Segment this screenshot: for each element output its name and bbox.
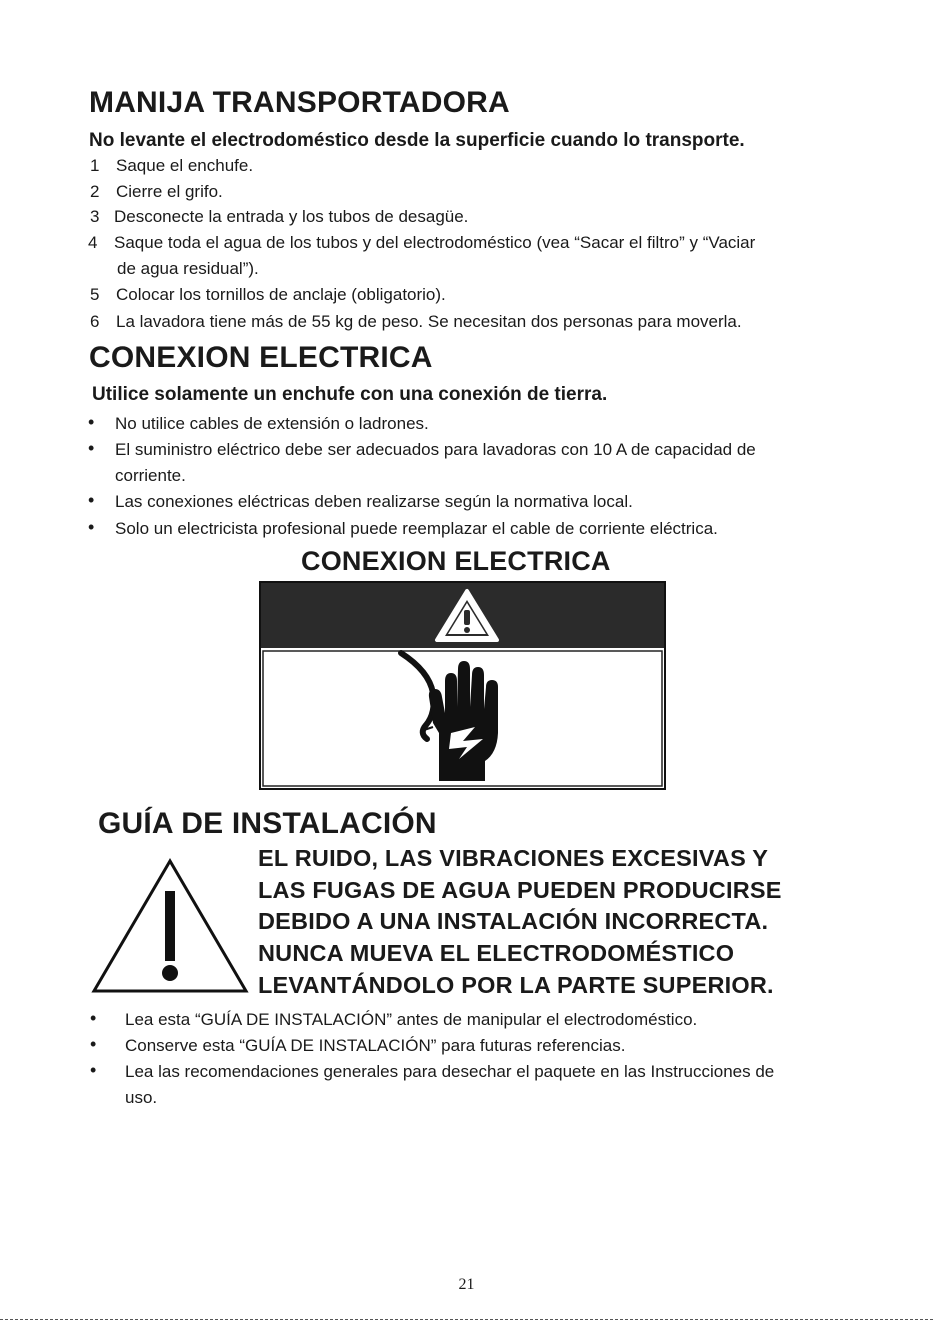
electric-shock-figure [259, 581, 666, 790]
bullet-text-continued: uso. [125, 1088, 158, 1107]
step-text: Saque toda el agua de los tubos y del electrodoméstico (vea “Sacar el filtro” y “Vaciar [114, 233, 756, 252]
bullet-text: Lea esta “GUÍA DE INSTALACIÓN” antes de manipular el electrodoméstico. [125, 1010, 698, 1029]
bullet-text: Conserve esta “GUÍA DE INSTALACIÓN” para futuras referencias. [125, 1036, 626, 1055]
installation-title: GUÍA DE INSTALACIÓN [98, 807, 437, 840]
bullet: • [88, 490, 95, 510]
bullet: • [90, 1034, 97, 1054]
page-number: 21 [458, 1276, 475, 1293]
bullet: • [88, 438, 95, 458]
step-number: 5 [90, 285, 100, 304]
warning-line: DEBIDO A UNA INSTALACIÓN INCORRECTA. [258, 908, 769, 934]
step-number: 2 [90, 182, 100, 201]
electrical-subtitle: Utilice solamente un enchufe con una conexión de tierra. [92, 384, 608, 405]
electrical-title: CONEXION ELECTRICA [89, 341, 433, 374]
bullet-text: Lea las recomendaciones generales para desechar el paquete en las Instrucciones de [125, 1062, 775, 1081]
warning-line: EL RUIDO, LAS VIBRACIONES EXCESIVAS Y [258, 845, 769, 871]
warning-line: LEVANTÁNDOLO POR LA PARTE SUPERIOR. [258, 972, 774, 998]
warning-line: LAS FUGAS DE AGUA PUEDEN PRODUCIRSE [258, 877, 782, 903]
step-text: Desconecte la entrada y los tubos de desagüe. [114, 207, 469, 226]
step-number: 4 [88, 233, 98, 252]
transport-title: MANIJA TRANSPORTADORA [89, 86, 510, 119]
bullet: • [88, 517, 95, 537]
step-number: 1 [90, 156, 100, 175]
footer-divider [0, 1319, 933, 1320]
bullet-text: El suministro eléctrico debe ser adecuados para lavadoras con 10 A de capacidad de [115, 440, 756, 459]
bullet: • [90, 1008, 97, 1028]
step-text: Colocar los tornillos de anclaje (obligatorio). [116, 285, 446, 304]
transport-subtitle: No levante el electrodoméstico desde la superficie cuando lo transporte. [89, 130, 745, 151]
warning-line: NUNCA MUEVA EL ELECTRODOMÉSTICO [258, 940, 735, 966]
step-text: La lavadora tiene más de 55 kg de peso. Se necesitan dos personas para moverla. [116, 312, 742, 331]
step-text: Cierre el grifo. [116, 182, 223, 201]
bullet: • [88, 412, 95, 432]
step-text-continued: de agua residual”). [117, 259, 259, 278]
step-number: 3 [90, 207, 100, 226]
bullet-text: No utilice cables de extensión o ladrones. [115, 414, 429, 433]
bullet: • [90, 1060, 97, 1080]
bullet-text: Las conexiones eléctricas deben realizarse según la normativa local. [115, 492, 633, 511]
figure-title: CONEXION ELECTRICA [301, 546, 611, 576]
bullet-text: Solo un electricista profesional puede reemplazar el cable de corriente eléctrica. [115, 519, 718, 538]
step-text: Saque el enchufe. [116, 156, 254, 175]
step-number: 6 [90, 312, 100, 331]
bullet-text-continued: corriente. [115, 466, 186, 485]
warning-triangle-icon [90, 855, 250, 995]
